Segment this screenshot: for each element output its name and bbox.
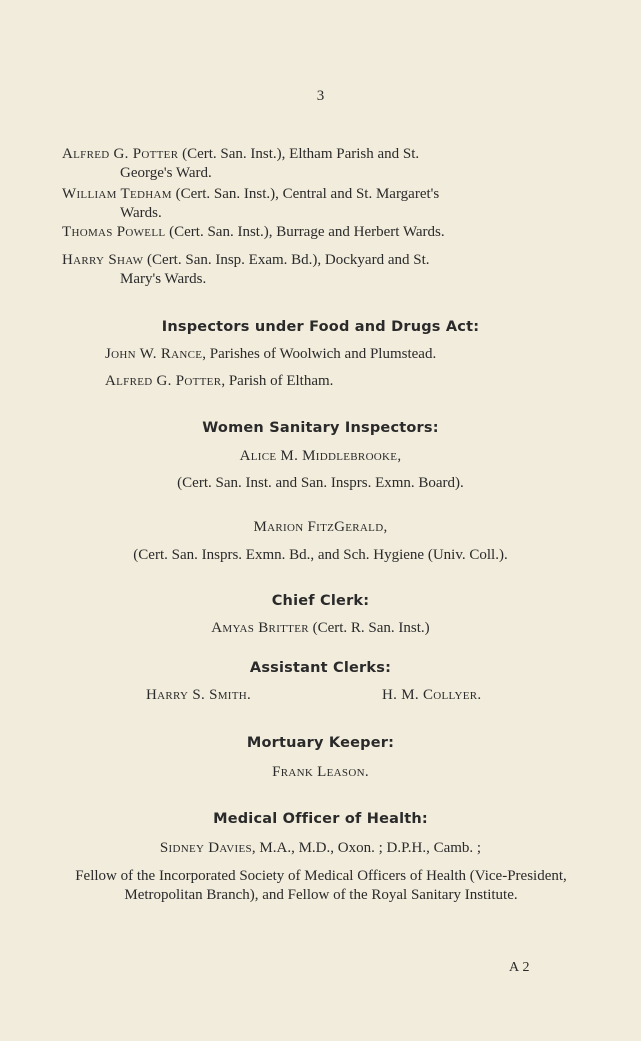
- assistant-clerks-heading: Assistant Clerks:: [249, 660, 392, 676]
- women-inspector-name: Alice M. Middlebrooke,: [239, 448, 402, 464]
- chief-clerk-heading: Chief Clerk:: [271, 593, 370, 609]
- moh-heading: Medical Officer of Health:: [213, 811, 428, 827]
- inspector-name: Alfred G. Potter: [62, 146, 179, 162]
- inspector-entry: [62, 185, 577, 223]
- inspector-detail: (Cert. San. Insp. Exam. Bd.), Dockyard and St.: [143, 252, 430, 268]
- women-inspectors-heading: Women Sanitary Inspectors:: [202, 420, 439, 436]
- inspector-detail: (Cert. San. Inst.), Central and St. Margaret's: [171, 186, 440, 202]
- assistant-clerk-name: H. M. Collyer.: [382, 687, 482, 703]
- signature-mark: A 2: [509, 960, 530, 975]
- assistant-clerk-name: Harry S. Smith.: [146, 687, 252, 703]
- inspector-name: Alfred G. Potter: [105, 373, 222, 389]
- inspector-detail: (Cert. San. Inst.), Eltham Parish and St.: [178, 146, 420, 162]
- inspector-name: John W. Rance: [105, 346, 203, 362]
- food-drugs-heading: Inspectors under Food and Drugs Act:: [161, 319, 480, 335]
- clerk-detail: (Cert. R. San. Inst.): [308, 620, 430, 636]
- food-drugs-inspector: [105, 345, 436, 364]
- inspector-detail-cont: George's Ward.: [120, 165, 212, 181]
- inspector-detail: , Parish of Eltham.: [221, 373, 334, 389]
- food-drugs-inspector: [105, 372, 333, 391]
- inspector-entry: [62, 145, 577, 183]
- inspector-detail: (Cert. San. Inst.), Burrage and Herbert Wards.: [165, 224, 445, 240]
- inspector-detail: , Parishes of Woolwich and Plumstead.: [202, 346, 437, 362]
- page-number: 3: [316, 88, 325, 104]
- mortuary-keeper-name: Frank Leason.: [272, 764, 369, 780]
- inspector-detail-cont: Mary's Wards.: [120, 271, 207, 287]
- clerk-name: Amyas Britter: [211, 620, 309, 636]
- women-inspector-qualification: (Cert. San. Inst. and San. Insprs. Exmn. Board).: [177, 475, 464, 491]
- mortuary-keeper-heading: Mortuary Keeper:: [246, 735, 395, 751]
- inspector-name: Thomas Powell: [62, 224, 166, 240]
- moh-degrees: , M.A., M.D., Oxon. ; D.P.H., Camb. ;: [251, 840, 482, 856]
- moh-fellowship: Fellow of the Incorporated Society of Medical Officers of Health (Vice-President, Metropolitan Branch), and Fellow of the Royal Sanitary Institute.: [75, 868, 567, 903]
- moh-entry: [0, 839, 641, 858]
- chief-clerk-entry: [0, 619, 641, 638]
- inspector-name: William Tedham: [62, 186, 172, 202]
- inspector-entry: [62, 223, 577, 242]
- inspector-name: Harry Shaw: [62, 252, 144, 268]
- inspector-detail-cont: Wards.: [120, 205, 162, 221]
- moh-name: Sidney Davies: [159, 840, 252, 856]
- inspector-entry: [62, 251, 577, 289]
- women-inspector-name: Marion FitzGerald,: [253, 519, 388, 535]
- women-inspector-qualification: (Cert. San. Insprs. Exmn. Bd., and Sch. Hygiene (Univ. Coll.).: [133, 547, 508, 563]
